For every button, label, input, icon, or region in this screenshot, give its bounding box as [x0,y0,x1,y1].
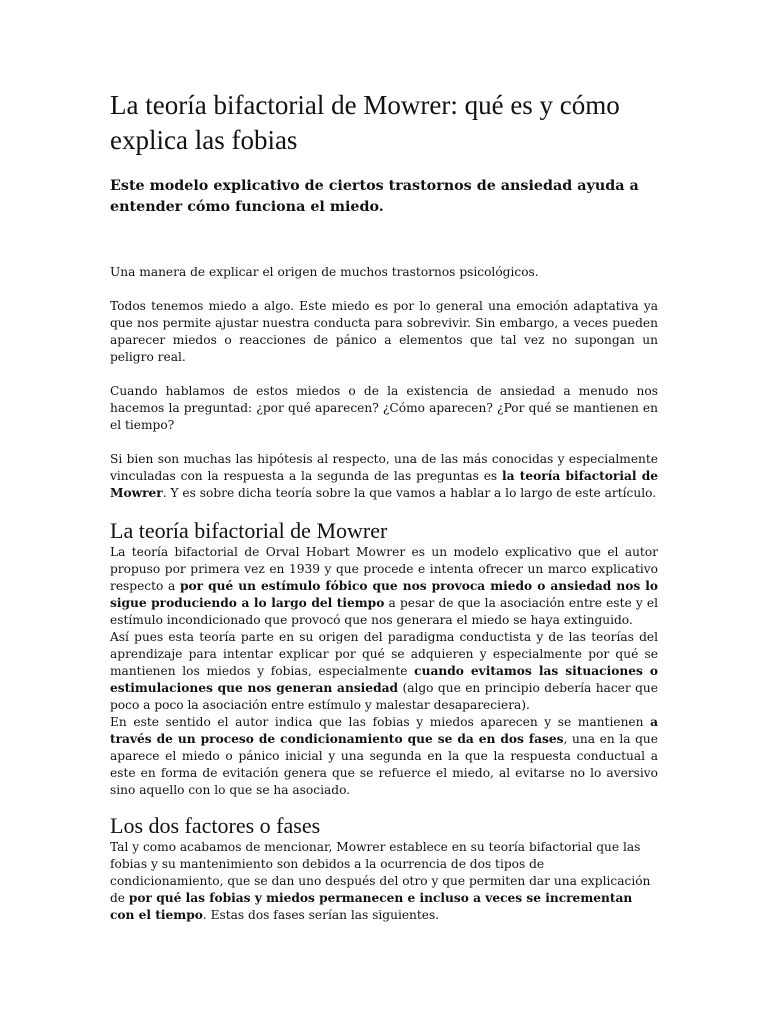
paragraph-theory-intro [110,451,658,502]
intro-paragraph: Una manera de explicar el origen de muchos trastornos psicológicos. [110,265,539,279]
article-subtitle: Este modelo explicativo de ciertos trastornos de ansiedad ayuda a entender cómo funciona el miedo. [110,178,639,215]
bold-text: por qué un estímulo fóbico que nos provoca miedo o ansiedad nos lo sigue produciendo a lo largo del tiempo [110,579,658,610]
text-run: La teoría bifactorial de Orval Hobart Mowrer es un modelo explicativo que el autor propuso por primera vez en 1939 y que procede e intenta ofrecer un marco explicativo respecto a [110,545,658,593]
paragraph-fear: Todos tenemos miedo a algo. Este miedo es por lo general una emoción adaptativa ya que nos permite ajustar nuestra conducta para sobrevivir. Sin embargo, a veces pueden aparecer miedos o reacciones de pánico a elementos que tal vez no supongan un peligro real. [110,299,658,364]
text-run: En este sentido el autor indica que las fobias y miedos aparecen y se mantienen [110,715,651,729]
bold-text: a través de un proceso de condicionamiento que se da en dos fases [110,715,658,746]
bold-text: cuando evitamos las situaciones o estimulaciones que nos generan ansiedad [110,664,659,695]
bold-text: la teoría bifactorial de Mowrer [110,469,658,500]
paragraph-questions: Cuando hablamos de estos miedos o de la existencia de ansiedad a menudo nos hacemos la preguntad: ¿por qué aparecen? ¿Cómo aparecen? ¿Por qué se mantienen en el tiempo? [110,384,658,432]
paragraph-factors [110,839,658,924]
section-heading-factors: Los dos factores o fases [110,813,321,838]
paragraph-behaviorism [110,629,658,714]
section-heading-theory: La teoría bifactorial de Mowrer [110,518,388,543]
text-run: . Y es sobre dicha teoría sobre la que vamos a hablar a lo largo de este artículo. [162,486,657,500]
text-run: . Estas dos fases serían las siguientes. [202,908,440,922]
text-run: Si bien son muchas las hipótesis al respecto, una de las más conocidas y especialmente vinculadas con la respuesta a la segunda de las preguntas es [110,452,658,483]
bold-text: por qué las fobias y miedos permanecen e incluso a veces se incrementan con el tiempo [110,891,633,922]
article [110,88,658,924]
paragraph-definition [110,544,658,629]
text-run: (algo que en principio debería hacer que poco a poco la asociación entre estímulo y malestar desapareciera). [110,681,658,712]
text-run: a pesar de que la asociación entre este y el estímulo incondicionado que provocó que nos generara el miedo se haya extinguido. [110,596,659,627]
text-run: Así pues esta teoría parte en su origen del paradigma conductista y de las teorías del aprendizaje para intentar explicar por qué se adquieren y especialmente por qué se mantienen los miedos y fobias, especialmente [110,630,658,678]
text-run: , una en la que aparece el miedo o pánico inicial y una segunda en la que la respuesta conductual a este en forma de evitación genera que se refuerce el miedo, al evitarse no lo aversivo sino aquello con lo que se ha asociado. [110,732,658,797]
text-run: Tal y como acabamos de mencionar, Mowrer establece en su teoría bifactorial que las fobias y su mantenimiento son debidos a la ocurrencia de dos tipos de condicionamiento, que se dan uno después del otro y que permiten dar una explicación de [110,840,651,905]
article-title: La teoría bifactorial de Mowrer: qué es y cómo explica las fobias [110,90,620,155]
paragraph-two-phases [110,714,658,799]
